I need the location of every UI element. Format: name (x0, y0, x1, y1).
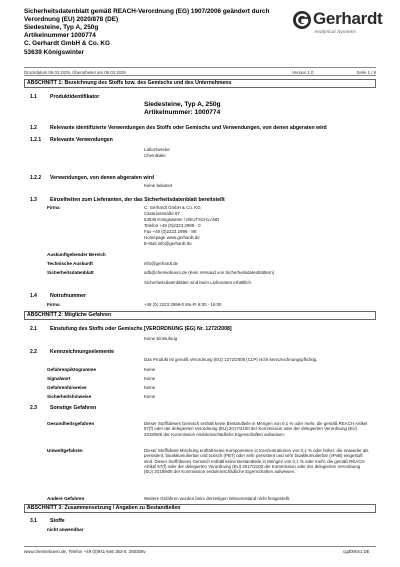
section-number: 1.2.1 (30, 137, 42, 143)
gerhardt-logo (292, 8, 383, 38)
label-row-name: Sicherheitshinweise (47, 394, 92, 399)
tech-email: info@gerhardt.de (144, 261, 178, 266)
label-row-name: Gefahrenpiktogramme (47, 367, 97, 372)
use-item: Laborzwecke (144, 147, 170, 152)
document-title: Sicherheitsdatenblatt gemäß REACH-Verordnung (EG) 1907/2006 geändert durch Verordnung (EU) 2020/878 (DE) (24, 8, 270, 23)
firma-label: Firma (47, 205, 60, 210)
health-label: Gesundheitsgefahren (47, 421, 95, 426)
footer-divider (24, 546, 376, 547)
logo-wordmark: Gerhardt (313, 9, 383, 28)
health-text: Dieser Stoff/dieses Gemisch enthält keine Bestandteile in Mengen von 0,1 % oder mehr, die gemäß REACH Artikel 57(f) oder der delegierten Verordnung (EU) 2017/2100 der Kommission oder der delegierten Verordnung (EU) 2018/605 der Kommission endokrinschädliche Eigenschaften aufweisen. (144, 421, 368, 437)
sdb-email: sdb@chemiebuero.de (Kein Versand von Sicherheitsdatenblättern) (144, 270, 275, 275)
label-note: Das Produkt ist gemäß Verordnung (EG) 1272/2008 (CLP) nicht kennzeichnungspflichtig. (144, 357, 318, 362)
section-heading: Einzelheiten zum Lieferanten, der das Sicherheitsdatenblatt bereitstellt (50, 197, 225, 203)
classification-value: Keine Einstufung (144, 336, 178, 341)
section-number: 2.2 (30, 349, 37, 355)
tech-label: Technische Auskunft (47, 261, 93, 266)
header-article: Artikelnummer 1000774 (24, 32, 96, 39)
sdb-note: Sicherheitsdatenblätter sind beim Lieferanten erhältlich. (144, 280, 253, 285)
firma-line: C. Gerhardt GmbH & Co. KG (144, 205, 201, 210)
document-header (24, 8, 383, 66)
other-label: Andere Gefahren (47, 496, 85, 501)
section-heading: Stoffe (50, 518, 65, 524)
section-heading: Sonstige Gefahren (50, 405, 97, 411)
section-heading: Relevante Verwendungen (50, 137, 113, 143)
firma-line: 53639 Königswinter / DEUTSCHLAND (144, 217, 220, 222)
section-number: 1.1 (30, 94, 37, 100)
header-city: 53639 Königswinter (24, 49, 85, 56)
section-number: 1.4 (30, 293, 37, 299)
label-row-value: Keine (144, 367, 156, 372)
section-heading: Kennzeichnungselemente (50, 349, 114, 355)
firma-line: E-Mail info@gerhardt.de (144, 241, 192, 246)
label-row-value: Keine (144, 376, 156, 381)
firma-line: Homepage www.gerhardt.de (144, 235, 200, 240)
advise-value: Keine bekannt (144, 183, 173, 188)
print-meta-bar (24, 67, 376, 76)
env-text: Dieser Stoff/diese Mischung enthält keine Komponenten in Konzentrationen von 0,1 % oder höher, die entweder als persistent, bioakkumulierbar und toxisch (PBT) oder sehr persistent und sehr bioakkumulierbar (vPvB) eingestuft sind. Dieser Stoff/dieses Gemisch enthält keine Bestandteile in Mengen von 0,1 % oder mehr, die gemäß REACH Artikel 57(f) oder der delegierten Verordnung (EU) 2017/2100 der Kommission oder der delegierten Verordnung (EU) 2018/605 der Kommission endokrinschädliche Eigenschaften aufweisen. (144, 448, 369, 475)
sdb-label: Sicherheitsdatenblatt (47, 270, 94, 275)
use-item: Chemikalie (144, 153, 166, 158)
section-2-heading: ABSCHNITT 2: Mögliche Gefahren (24, 311, 376, 320)
article-number: Artikelnummer: 1000774 (144, 109, 221, 116)
section-heading: Einstufung des Stoffs oder Gemischs [VERORDNUNG (EG) Nr. 1272/2008] (50, 326, 232, 332)
footer-contact: www.chemiebuero.de, Telefon +49 (0)941-646 353-0, 250305v (24, 549, 146, 554)
env-label: Umweltgefahren (47, 448, 83, 453)
header-product: Siedesteine, Typ A, 250g (24, 24, 99, 31)
emergency-number: +49 (0) 2223 2999-0 Mo-Fr 8:00 - 16:00 (144, 302, 222, 307)
section-heading: Notrufnummer (50, 293, 87, 299)
section-number: 2.3 (30, 405, 37, 411)
firma-line: Telefon +49 (0)2223 2999 - 0 (144, 223, 201, 228)
label-row-name: Gefahrenhinweise (47, 385, 87, 390)
section-number: 1.2.2 (30, 175, 42, 181)
not-applicable: nicht anwendbar (47, 527, 84, 532)
section-number: 3.1 (30, 518, 37, 524)
section-heading: Relevante identifizierte Verwendungen des Stoffs oder Gemischs und Verwendungen, von denen abgeraten wird (50, 125, 327, 131)
section-number: 1.2 (30, 125, 37, 131)
section-number: 1.3 (30, 197, 37, 203)
firma-label: Firma (47, 302, 60, 307)
section-heading: Produktidentifikator (50, 94, 100, 100)
product-name: Siedesteine, Typ A, 250g (144, 101, 221, 108)
header-company: C. Gerhardt GmbH & Co. KG (24, 40, 110, 47)
other-text: Weitere Gefahren wurden beim derzeitigen Wissensstand nicht festgestellt. (144, 496, 291, 501)
section-heading: Verwendungen, von denen abgeraten wird (50, 175, 155, 181)
auskunft-heading: Auskunftgebender Bereich (47, 252, 106, 257)
logo-tagline: Analytical Systems (314, 29, 357, 34)
firma-line: Fax +49 (0)2223 2999 - 99 (144, 229, 197, 234)
section-1-heading: ABSCHNITT 1: Bezeichnung des Stoffs bzw. des Gemischs und des Unternehmens (24, 79, 376, 88)
label-row-value: Keine (144, 385, 156, 390)
page-number: Seite 1 / 9 (356, 69, 376, 75)
section-number: 2.1 (30, 326, 37, 332)
section-3-heading: ABSCHNITT 3: Zusammensetzung / Angaben zu Bestandteilen (24, 504, 376, 513)
label-row-value: Keine (144, 394, 156, 399)
firma-line: Cäsariusstraße 97 (144, 211, 180, 216)
label-row-name: Signalwort (47, 376, 71, 381)
gerhardt-g-icon (292, 10, 312, 30)
footer-doc-code: cgd00041 DE (343, 549, 370, 554)
print-date: Druckdatum 06.03.2025, Überarbeitet am 06.03.2025 (24, 69, 126, 75)
version-label: Version 1.0 (292, 69, 314, 75)
